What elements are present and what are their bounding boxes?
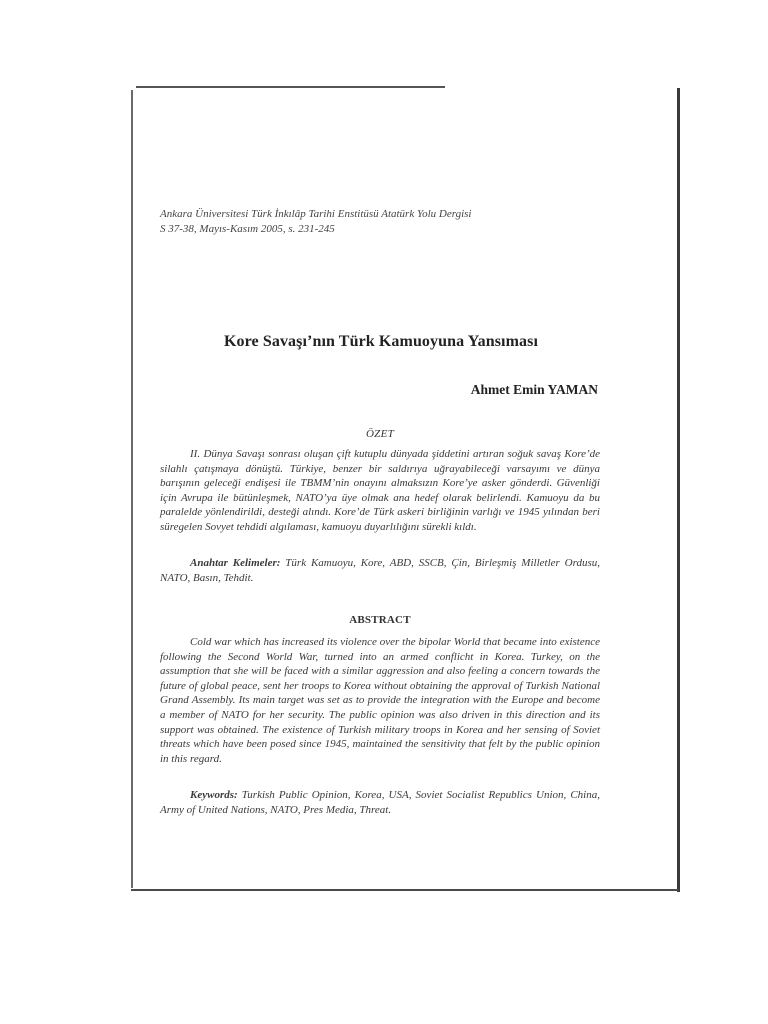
scan-border-top: [136, 86, 445, 88]
scan-border-bottom: [131, 889, 679, 891]
abstract-keywords: [160, 788, 600, 817]
ozet-heading: ÖZET: [365, 428, 395, 440]
ozet-keywords: [160, 556, 600, 585]
journal-citation: [160, 207, 580, 236]
author-name: Ahmet Emin YAMAN: [470, 382, 598, 397]
ozet-keywords-label: Anahtar Kelimeler:: [190, 557, 281, 569]
ozet-keywords-list: Türk Kamuoyu, Kore, ABD, SSCB, Çin, Birleşmiş Milletler Ordusu, NATO, Basın, Tehdit.: [160, 557, 601, 584]
abstract-body: [160, 635, 600, 766]
journal-issue: S 37-38, Mayıs-Kasım 2005, s. 231-245: [160, 222, 335, 235]
abstract-keywords-label: Keywords:: [190, 789, 238, 801]
ozet-paragraph: II. Dünya Savaşı sonrası oluşan çift kutuplu dünyada şiddetini artıran soğuk savaş Kore’de silahlı çatışmaya dönüştü. Türkiye, benzer bir saldırıya uğrayabileceği varsayımı ve dünya barışının geleceği endişesi ile TBMM’nin onayını almaksızın Kore’ye asker gönderdi. Güvenliği için Avrupa ile bütünleşmek, NATO’ya üye olmak ana hedef olarak belirlendi. Kamuoyu da bu paralelde yönlendirildi, desteği alındı. Kore’de Türk askeri birliğinin varlığı ve 1945 yılından beri süregelen Sovyet tehdidi algılaması, kamuoyu duyarlılığını sürekli kıldı.: [160, 448, 600, 533]
scan-border-left: [131, 90, 133, 888]
ozet-body: [160, 447, 600, 535]
article-title-container: [0, 333, 768, 351]
scan-border-right: [677, 88, 680, 892]
article-title: Kore Savaşı’nın Türk Kamuoyuna Yansıması: [223, 333, 538, 350]
journal-name: Ankara Üniversitesi Türk İnkılâp Tarihi Enstitüsü Atatürk Yolu Dergisi: [160, 208, 472, 220]
abstract-keywords-list: Turkish Public Opinion, Korea, USA, Soviet Socialist Republics Union, China, Army of United Nations, NATO, Pres Media, Threat.: [160, 789, 600, 816]
abstract-heading: ABSTRACT: [349, 614, 411, 626]
abstract-paragraph: Cold war which has increased its violence over the bipolar World that became into existence following the Second World War, turned into an armed conflicht in Korea. Turkey, on the assumption that she will be faced with a similar aggression and also feeling a concern towards the future of global peace, sent her troops to Korea without obtaining the approval of Turkish National Grand Assembly. Its main target was set as to provide the integration with the Europe and become a member of NATO for her security. The public opinion was also driven in this direction and its support was obtained. The existence of Turkish military troops in Korea and her sensing of Soviet threats which have been posed since 1945, maintained the sensitivity that felt by the public opinion in this regard.: [160, 636, 600, 765]
